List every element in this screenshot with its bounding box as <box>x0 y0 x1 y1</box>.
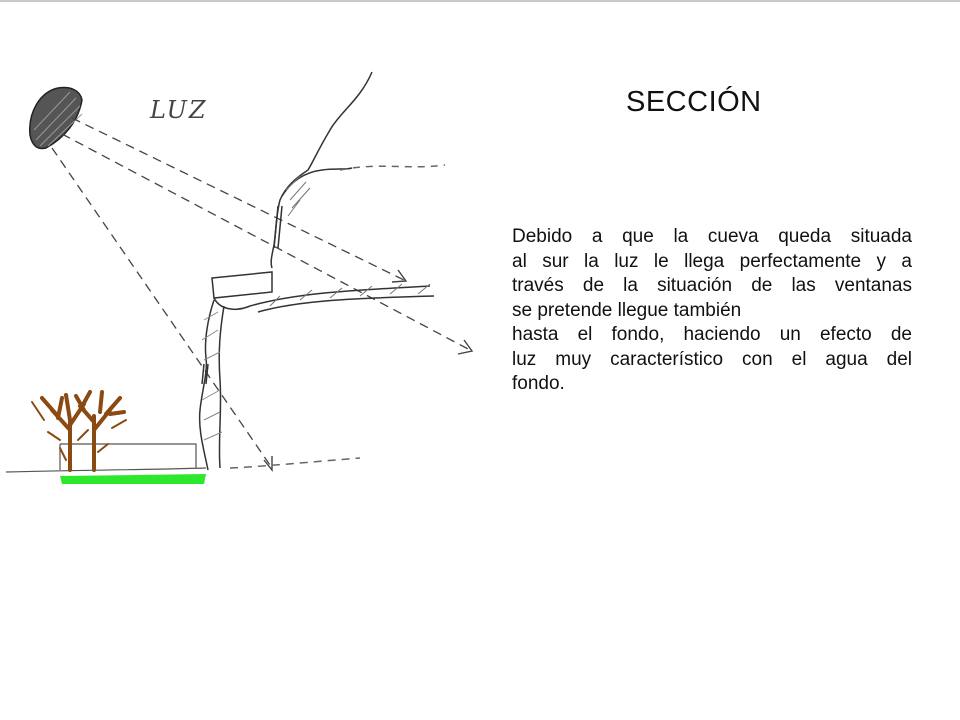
description-line: al sur la luz le llega perfectamente y a <box>512 250 912 272</box>
light-ray-upper <box>72 118 404 280</box>
description-line: luz muy característico con el agua del <box>512 348 912 370</box>
sketch-label-luz: LUZ <box>150 96 208 124</box>
description-line: se pretende llegue también <box>512 299 742 321</box>
cave-section-sketch <box>0 0 520 560</box>
description-line: través de la situación de las ventanas <box>512 275 912 296</box>
tree-icon <box>42 392 124 470</box>
light-ray-lower <box>52 148 272 468</box>
description-line: fondo. <box>512 373 565 394</box>
description-text <box>512 225 912 397</box>
description-line: Debido a que la cueva queda situada <box>512 226 912 247</box>
cave-cliff-outline <box>200 72 445 470</box>
ray-arrowheads <box>264 270 472 470</box>
ground-line <box>6 444 206 472</box>
sun-icon <box>30 88 82 149</box>
description-line: hasta el fondo, haciendo un efecto de <box>512 324 912 345</box>
grass-strip <box>60 474 206 484</box>
page-title: SECCIÓN <box>626 86 762 118</box>
